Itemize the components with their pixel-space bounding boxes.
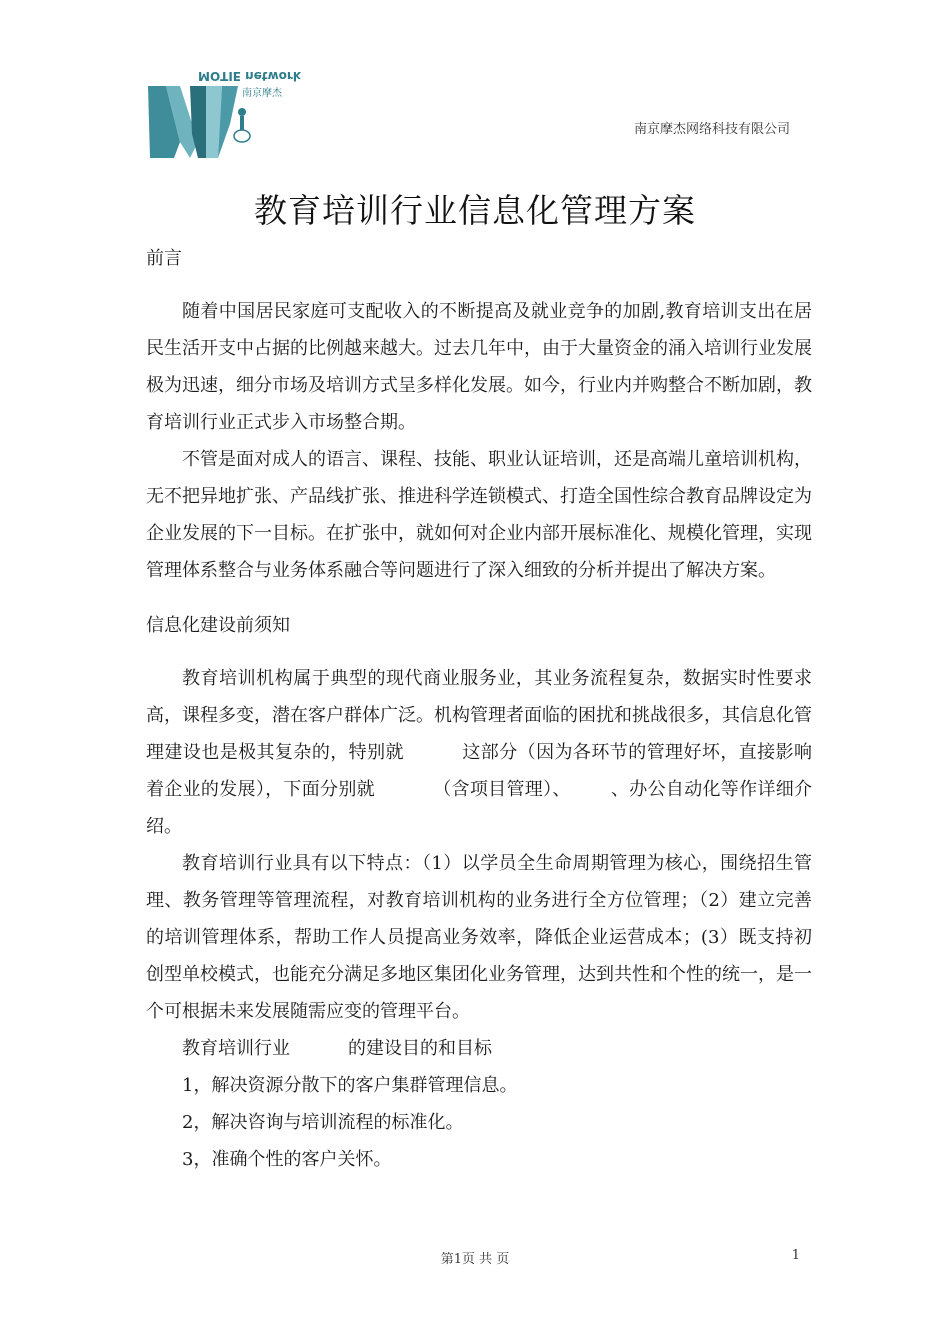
paragraph-segment: 教育培训机构属于典型的现代商业服务业，其业务流程复杂，数据实时性要求高，课程多变，潜在客户群体广泛。机构管理者面临的困扰和挑战很多，其信息化管理建设也是极其复杂的，特别就 bbox=[146, 668, 812, 763]
goals-heading bbox=[146, 1030, 812, 1067]
list-item: 2，解决咨询与培训流程的标准化。 bbox=[182, 1112, 464, 1133]
list-item: 1，解决资源分散下的客户集群管理信息。 bbox=[182, 1075, 518, 1096]
company-name: 南京摩杰网络科技有限公司 bbox=[633, 122, 790, 137]
page-label: 第1页 共 页 bbox=[440, 1252, 510, 1267]
page-number: 1 bbox=[791, 1248, 800, 1263]
paragraph: 不管是面对成人的语言、课程、技能、职业认证培训，还是高端儿童培训机构，无不把异地扩张、产品线扩张、推进科学连锁模式、打造全国性综合教育品牌设定为企业发展的下一目标。在扩张中，就如何对企业内部开展标准化、规模化管理，实现管理体系整合与业务体系融合等问题进行了深入细致的分析并提出了解决方案。 bbox=[146, 449, 812, 581]
company-logo bbox=[146, 64, 301, 160]
list-item: 3，准确个性的客户关怀。 bbox=[182, 1149, 392, 1170]
paragraph-segment: 、办公自动化等作详细介绍。 bbox=[146, 779, 813, 837]
paragraph-segment: 这部分（因为各环节的管理好坏，直接影响着企业的发展），下面分别就 bbox=[146, 742, 813, 800]
document-title: 教育培训行业信息化管理方案 bbox=[254, 191, 696, 231]
logo-text-cn: 南京摩杰 bbox=[242, 88, 282, 99]
goals-heading-part: 的建设目的和目标 bbox=[348, 1038, 492, 1059]
paragraph bbox=[146, 660, 812, 845]
section-heading-prerequisites: 信息化建设前须知 bbox=[146, 615, 290, 636]
goals-heading-part: 教育培训行业 bbox=[182, 1038, 290, 1059]
paragraph-segment: （含项目管理）、 bbox=[432, 779, 571, 800]
logo-text: MOTIE network bbox=[198, 69, 301, 83]
document-body bbox=[146, 240, 812, 1178]
section-heading-preface: 前言 bbox=[146, 248, 182, 269]
paragraph: 教育培训行业具有以下特点：（1）以学员全生命周期管理为核心，围绕招生管理、教务管理等管理流程，对教育培训机构的业务进行全方位管理；（2）建立完善的培训管理体系，帮助工作人员提高业务效率，降低企业运营成本；(3）既支持初创型单校模式，也能充分满足多地区集团化业务管理，达到共性和个性的统一，是一个可根据未来发展随需应变的管理平台。 bbox=[146, 853, 812, 1022]
paragraph: 随着中国居民家庭可支配收入的不断提高及就业竞争的加剧,教育培训支出在居民生活开支中占据的比例越来越大。过去几年中，由于大量资金的涌入培训行业发展极为迅速，细分市场及培训方式呈多样化发展。如今，行业内并购整合不断加剧，教育培训行业正式步入市场整合期。 bbox=[146, 301, 812, 433]
